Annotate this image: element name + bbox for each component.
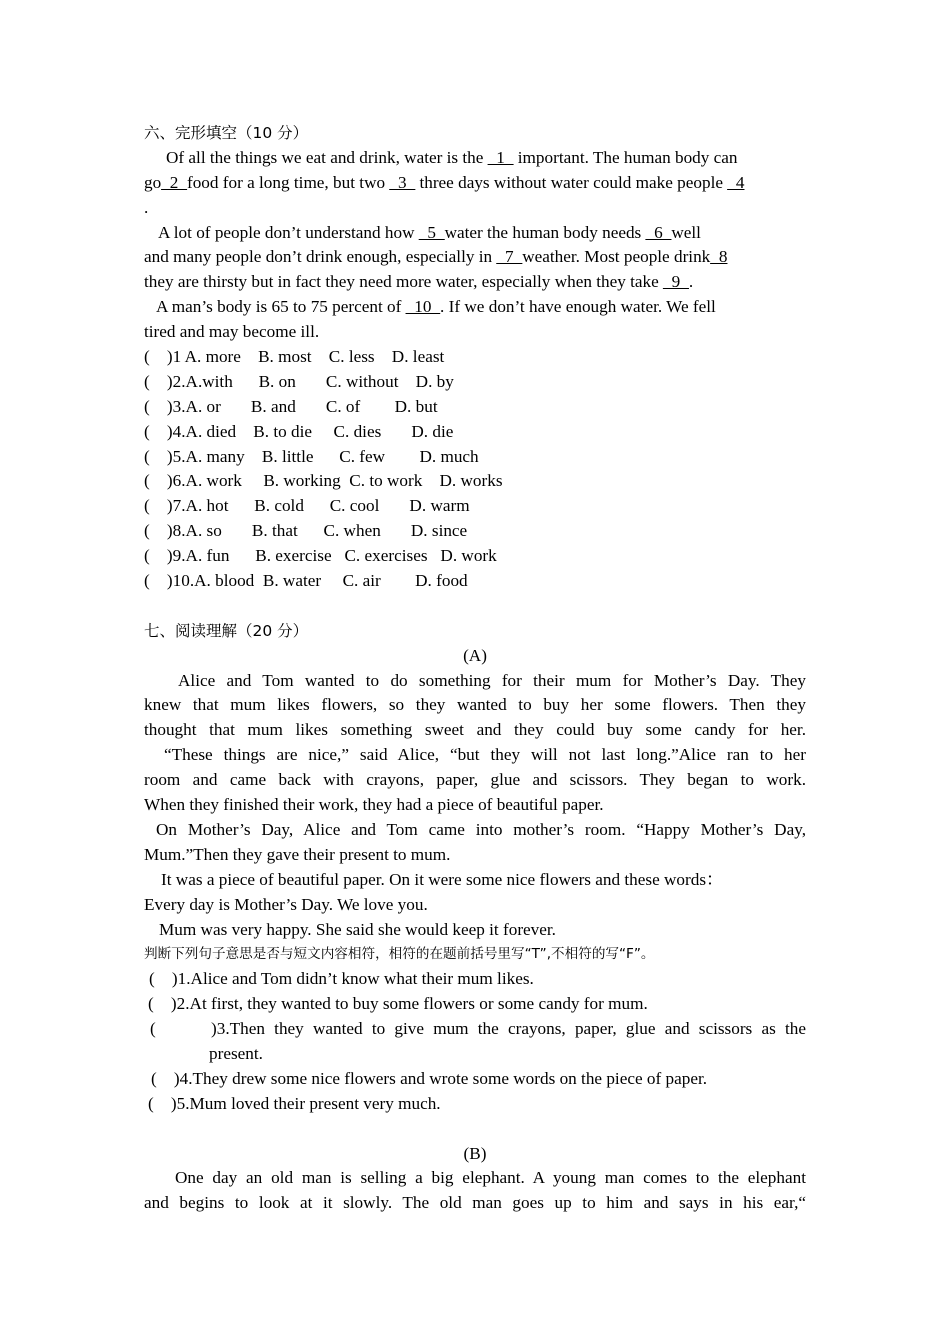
tf-statement-continuation: present. [209,1043,263,1063]
cloze-blank-6: _6_ [645,222,672,242]
cloze-question-list [144,345,806,594]
cloze-p3-line2: tired and may become ill. [144,322,320,342]
cloze-question: ( )2.A.with B. on C. without D. by [144,371,454,391]
cloze-text: important. The human body can [513,147,738,167]
passage-a-line: Every day is Mother’s Day. We love you. [144,894,428,914]
passage-b-title: (B) [463,1143,487,1163]
tf-statement: ( )4.They drew some nice flowers and wrote some words on the piece of paper. [151,1068,708,1088]
passage-a-line: Alice and Tom wanted to do something for their mum for Mother’s Day. They [178,670,806,690]
cloze-text: they are thirsty but in fact they need more water, especially when they take [144,272,664,292]
passage-a-line: On Mother’s Day, Alice and Tom came into mother’s room. “Happy Mother’s Day, [156,819,806,839]
passage-a-line: When they finished their work, they had a piece of beautiful paper. [144,795,604,815]
cloze-p2-line1 [144,221,806,246]
cloze-blank-1: _1_ [487,147,514,167]
cloze-text: and many people don’t drink enough, especially in [144,247,497,267]
document-page [144,121,806,1216]
cloze-question: ( )1 A. more B. most C. less D. least [144,347,445,367]
tf-instruction: 判断下列句子意思是否与短文内容相符，相符的在题前括号里写“T”,不相符的写“F”。 [144,946,655,963]
passage-a-line: “These things are nice,” said Alice, “but they will not last long.”Alice ran to her [164,745,806,765]
cloze-text: well [671,222,701,242]
cloze-question: ( )3.A. or B. and C. of D. but [144,396,438,416]
cloze-text: . If we don’t have enough water. We fell [440,297,716,317]
cloze-blank-10: _10_ [405,297,441,317]
cloze-p1-line3: . [144,197,149,217]
cloze-text: . [688,272,694,292]
cloze-text: Of all the things we eat and drink, water is the [166,147,488,167]
cloze-question: ( )4.A. died B. to die C. dies D. die [144,421,454,441]
section-6-heading: 六、完形填空（10 分） [144,124,309,142]
tf-statement: ( )5.Mum loved their present very much. [148,1093,441,1113]
passage-a-line: knew that mum likes flowers, so they wanted to buy her some flowers. Then they [144,695,806,715]
cloze-p2-line2 [144,245,806,270]
cloze-text: A lot of people don’t understand how [158,222,419,242]
passage-b-line: and begins to look at it slowly. The old man goes up to him and says in his ear,“ [144,1193,806,1213]
cloze-blank-2: _2_ [161,172,187,192]
cloze-text: three days without water could make people [415,172,728,192]
cloze-text: weather. Most people drink [522,247,711,267]
passage-a-line: room and came back with crayons, paper, glue and scissors. They began to work. [144,770,806,790]
cloze-p3-line1 [144,295,806,320]
section-7-heading: 七、阅读理解（20 分） [144,621,309,640]
cloze-p2-line3 [144,270,806,295]
cloze-question: ( )8.A. so B. that C. when D. since [144,521,468,541]
passage-a-line: It was a piece of beautiful paper. On it were some nice flowers and these words： [161,869,724,889]
cloze-text: A man’s body is 65 to 75 percent of [156,297,406,317]
passage-a-line: Mum.”Then they gave their present to mum. [144,844,451,864]
tf-statement: ( )1.Alice and Tom didn’t know what their mum likes. [149,969,534,989]
cloze-p1-line1 [144,146,806,171]
cloze-text: go [144,172,162,192]
tf-statement: ( )2.At first, they wanted to buy some flowers or some candy for mum. [148,994,648,1014]
cloze-question: ( )9.A. fun B. exercise C. exercises D. work [144,546,497,566]
tf-statement-list [144,967,806,1116]
tf-statement: ( )3.Then they wanted to give mum the crayons, paper, glue and scissors as the [150,1019,806,1039]
passage-a-title: (A) [463,645,487,665]
cloze-blank-3: _3_ [389,172,416,192]
passage-a-line: thought that mum likes something sweet and they could buy some candy for her. [144,720,806,740]
passage-a-line: Mum was very happy. She said she would keep it forever. [159,919,556,939]
cloze-question: ( )7.A. hot B. cold C. cool D. warm [144,496,470,516]
cloze-question: ( )10.A. blood B. water C. air D. food [144,571,468,591]
passage-b-line: One day an old man is selling a big elephant. A young man comes to the elephant [175,1168,806,1188]
cloze-text: food for a long time, but two [186,172,390,192]
cloze-blank-4: _4 [727,172,745,192]
blank-line [144,1117,806,1142]
cloze-text: water the human body needs [444,222,646,242]
cloze-p1-line2 [144,171,806,196]
passage-b-body [144,1166,806,1216]
cloze-question: ( )6.A. work B. working C. to work D. works [144,471,503,491]
cloze-blank-5: _5_ [418,222,445,242]
cloze-question: ( )5.A. many B. little C. few D. much [144,446,479,466]
cloze-blank-9: _9_ [663,272,689,292]
cloze-blank-8: _8 [710,247,728,267]
passage-a-body [144,669,806,943]
blank-line [144,594,806,619]
cloze-blank-7: _7_ [496,247,523,267]
